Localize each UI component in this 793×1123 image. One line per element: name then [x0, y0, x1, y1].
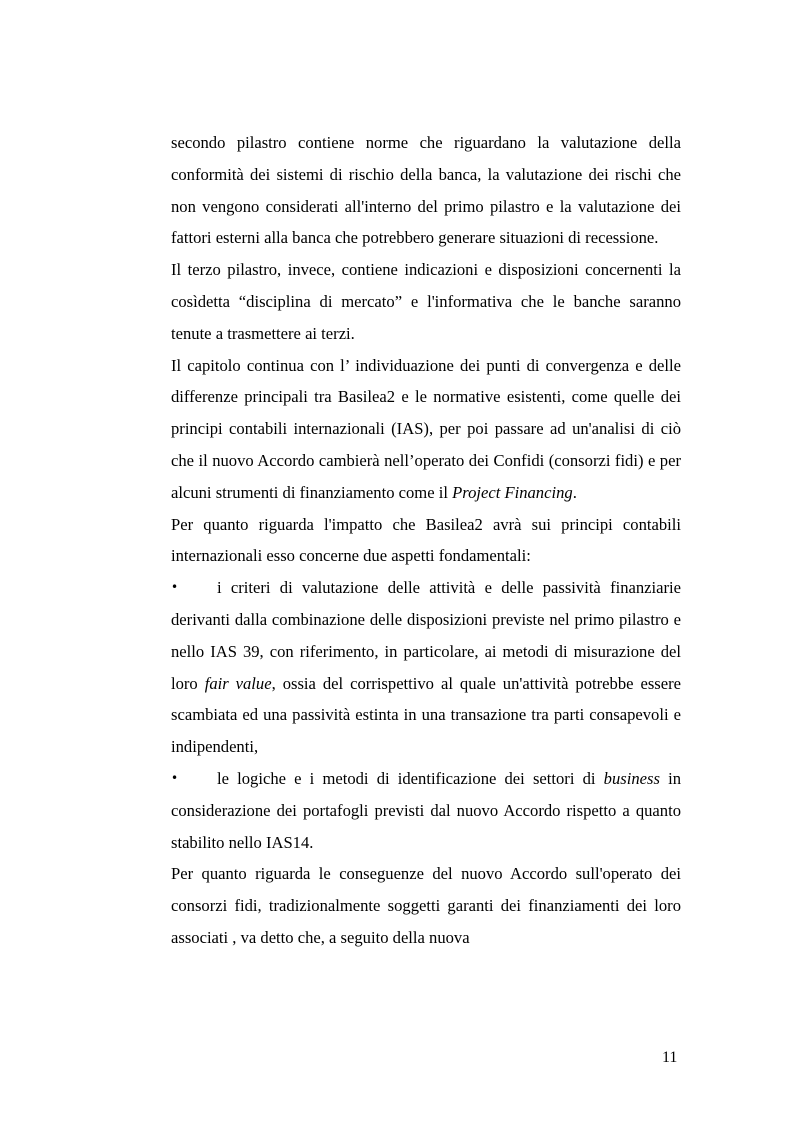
- paragraph-ias-impact: Per quanto riguarda l'impatto che Basilea2 avrà sui principi contabili internazionali esso concerne due aspetti fondamentali:: [171, 514, 681, 566]
- bullet-icon: •: [171, 580, 179, 595]
- list-item-text-end: , ossia del corrispettivo al quale un'attività potrebbe essere scambiata ed una passività estinta in una transazione tra parti consapevoli e indipendenti,: [171, 673, 681, 757]
- list-item: [171, 763, 681, 858]
- list-item-text-end: in considerazione dei portafogli previsti dal nuovo Accordo rispetto a quanto stabilito nello IAS14.: [171, 768, 681, 852]
- italic-project-financing: Project Financing: [452, 482, 573, 502]
- italic-fair-value: fair value: [204, 673, 272, 693]
- list-item-text: i criteri di valutazione delle attività e delle passività finanziarie derivanti dalla combinazione delle disposizioni previste nel primo pilastro e nello IAS 39, con riferimento, in particolare, ai metodi di misurazione del loro: [171, 578, 681, 693]
- italic-business: business: [603, 768, 660, 788]
- paragraph-chapter-overview-end: .: [572, 482, 577, 502]
- paragraph-consorzi-fidi: Per quanto riguarda le conseguenze del nuovo Accordo sull'operato dei consorzi fidi, tradizionalmente soggetti garanti dei finanziamenti dei loro associati , va detto che, a seguito della nuova: [171, 864, 681, 947]
- list-item-text: le logiche e i metodi di identificazione dei settori di: [217, 768, 604, 788]
- page-number: 11: [662, 1049, 678, 1066]
- paragraph-chapter-overview-text: Il capitolo continua con l’ individuazione dei punti di convergenza e delle differenze principali tra Basilea2 e le normative esistenti, come quelle dei principi contabili internazionali (IAS), per poi passare ad un'analisi di ciò che il nuovo Accordo cambierà nell’operato dei Confidi (consorzi fidi) e per alcuni strumenti di finanziamento come il: [171, 355, 681, 502]
- paragraph-second-pillar: secondo pilastro contiene norme che riguardano la valutazione della conformità dei sistemi di rischio della banca, la valutazione dei rischi che non vengono considerati all'interno del primo pilastro e la valutazione dei fattori esterni alla banca che potrebbero generare situazioni di recessione.: [171, 133, 681, 248]
- document-body: [171, 127, 681, 954]
- paragraph-chapter-overview: [171, 350, 681, 509]
- paragraph-third-pillar: Il terzo pilastro, invece, contiene indicazioni e disposizioni concernenti la cosìdetta “disciplina di mercato” e l'informativa che le banche saranno tenute a trasmettere ai terzi.: [171, 260, 681, 343]
- bullet-icon: •: [171, 770, 179, 785]
- list-item: [171, 572, 681, 763]
